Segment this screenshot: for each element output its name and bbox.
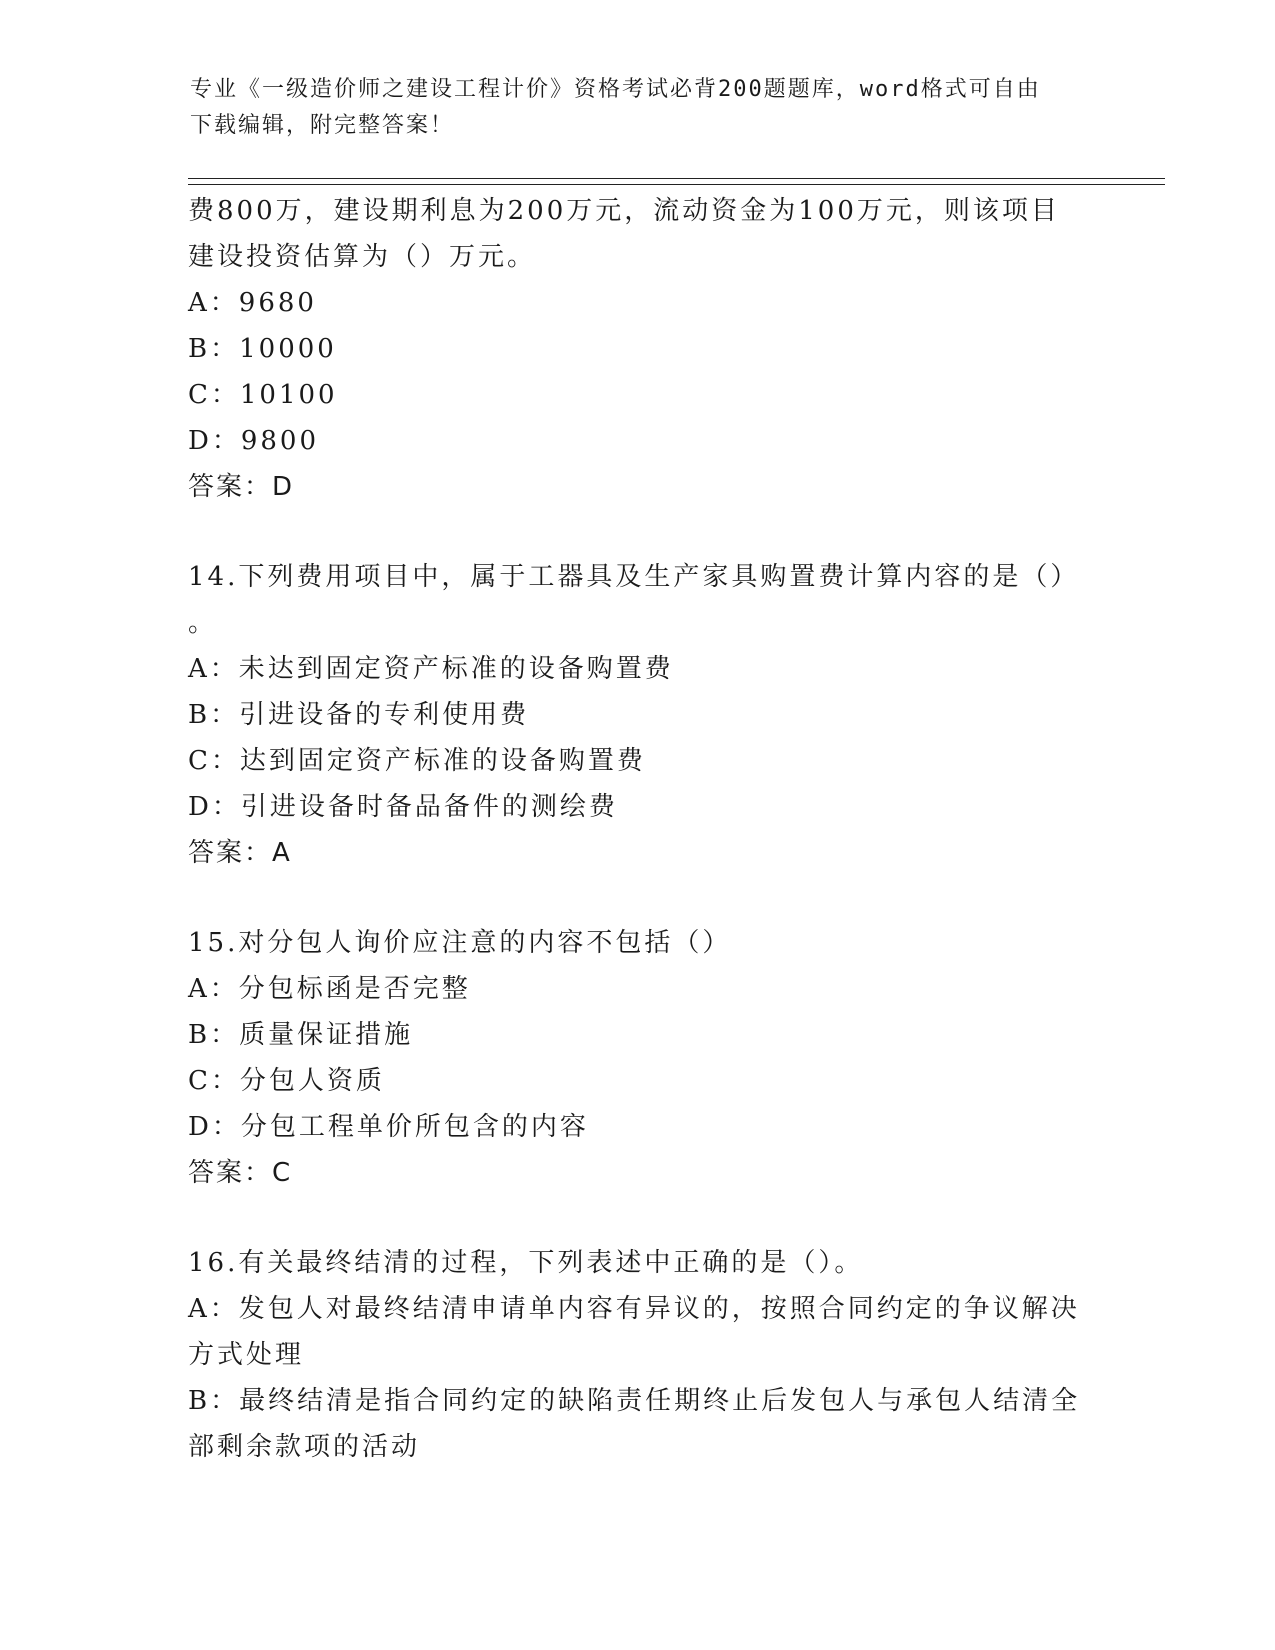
question-text-line: 建设投资估算为（）万元。 xyxy=(188,242,537,272)
document-header xyxy=(190,72,1070,144)
option-d: D：9800 xyxy=(188,426,320,456)
question-text-line: 费800万，建设期利息为200万元，流动资金为100万元，则该项目 xyxy=(188,196,1060,226)
spacer xyxy=(188,1196,1088,1240)
header-divider-top xyxy=(188,178,1165,179)
question-text-line: 16.有关最终结清的过程，下列表述中正确的是（）。 xyxy=(188,1248,864,1278)
option-b: B：10000 xyxy=(188,334,337,364)
spacer xyxy=(188,510,1088,554)
option-c: C：分包人资质 xyxy=(188,1066,385,1096)
option-b: B：质量保证措施 xyxy=(188,1020,414,1050)
option-a: A：9680 xyxy=(188,288,317,318)
option-a: A：发包人对最终结清申请单内容有异议的，按照合同约定的争议解决 xyxy=(188,1294,1080,1324)
question-15 xyxy=(188,920,1088,1196)
header-line-2: 下载编辑，附完整答案！ xyxy=(190,113,455,138)
option-a: A：分包标函是否完整 xyxy=(188,974,471,1004)
option-d: D：分包工程单价所包含的内容 xyxy=(188,1112,589,1142)
header-divider-bottom xyxy=(188,184,1165,185)
answer-label: 答案：C xyxy=(188,1158,293,1188)
option-a-continued: 方式处理 xyxy=(188,1340,305,1370)
option-a: A：未达到固定资产标准的设备购置费 xyxy=(188,654,674,684)
option-b: B：最终结清是指合同约定的缺陷责任期终止后发包人与承包人结清全 xyxy=(188,1386,1081,1416)
header-line-1: 专业《一级造价师之建设工程计价》资格考试必背200题题库，word格式可自由 xyxy=(190,77,1041,102)
option-d: D：引进设备时备品备件的测绘费 xyxy=(188,792,618,822)
question-13 xyxy=(188,188,1088,510)
question-14 xyxy=(188,554,1088,876)
option-c: C：10100 xyxy=(188,380,338,410)
answer-label: 答案：A xyxy=(188,838,292,868)
question-text-line: 。 xyxy=(188,608,218,638)
spacer xyxy=(188,876,1088,920)
question-16 xyxy=(188,1240,1088,1470)
question-text-line: 14.下列费用项目中，属于工器具及生产家具购置费计算内容的是（） xyxy=(188,562,1080,592)
question-body xyxy=(188,188,1088,1470)
option-c: C：达到固定资产标准的设备购置费 xyxy=(188,746,646,776)
answer-label: 答案：D xyxy=(188,472,295,502)
option-b-continued: 部剩余款项的活动 xyxy=(188,1432,421,1462)
option-b: B：引进设备的专利使用费 xyxy=(188,700,530,730)
question-text-line: 15.对分包人询价应注意的内容不包括（） xyxy=(188,928,732,958)
